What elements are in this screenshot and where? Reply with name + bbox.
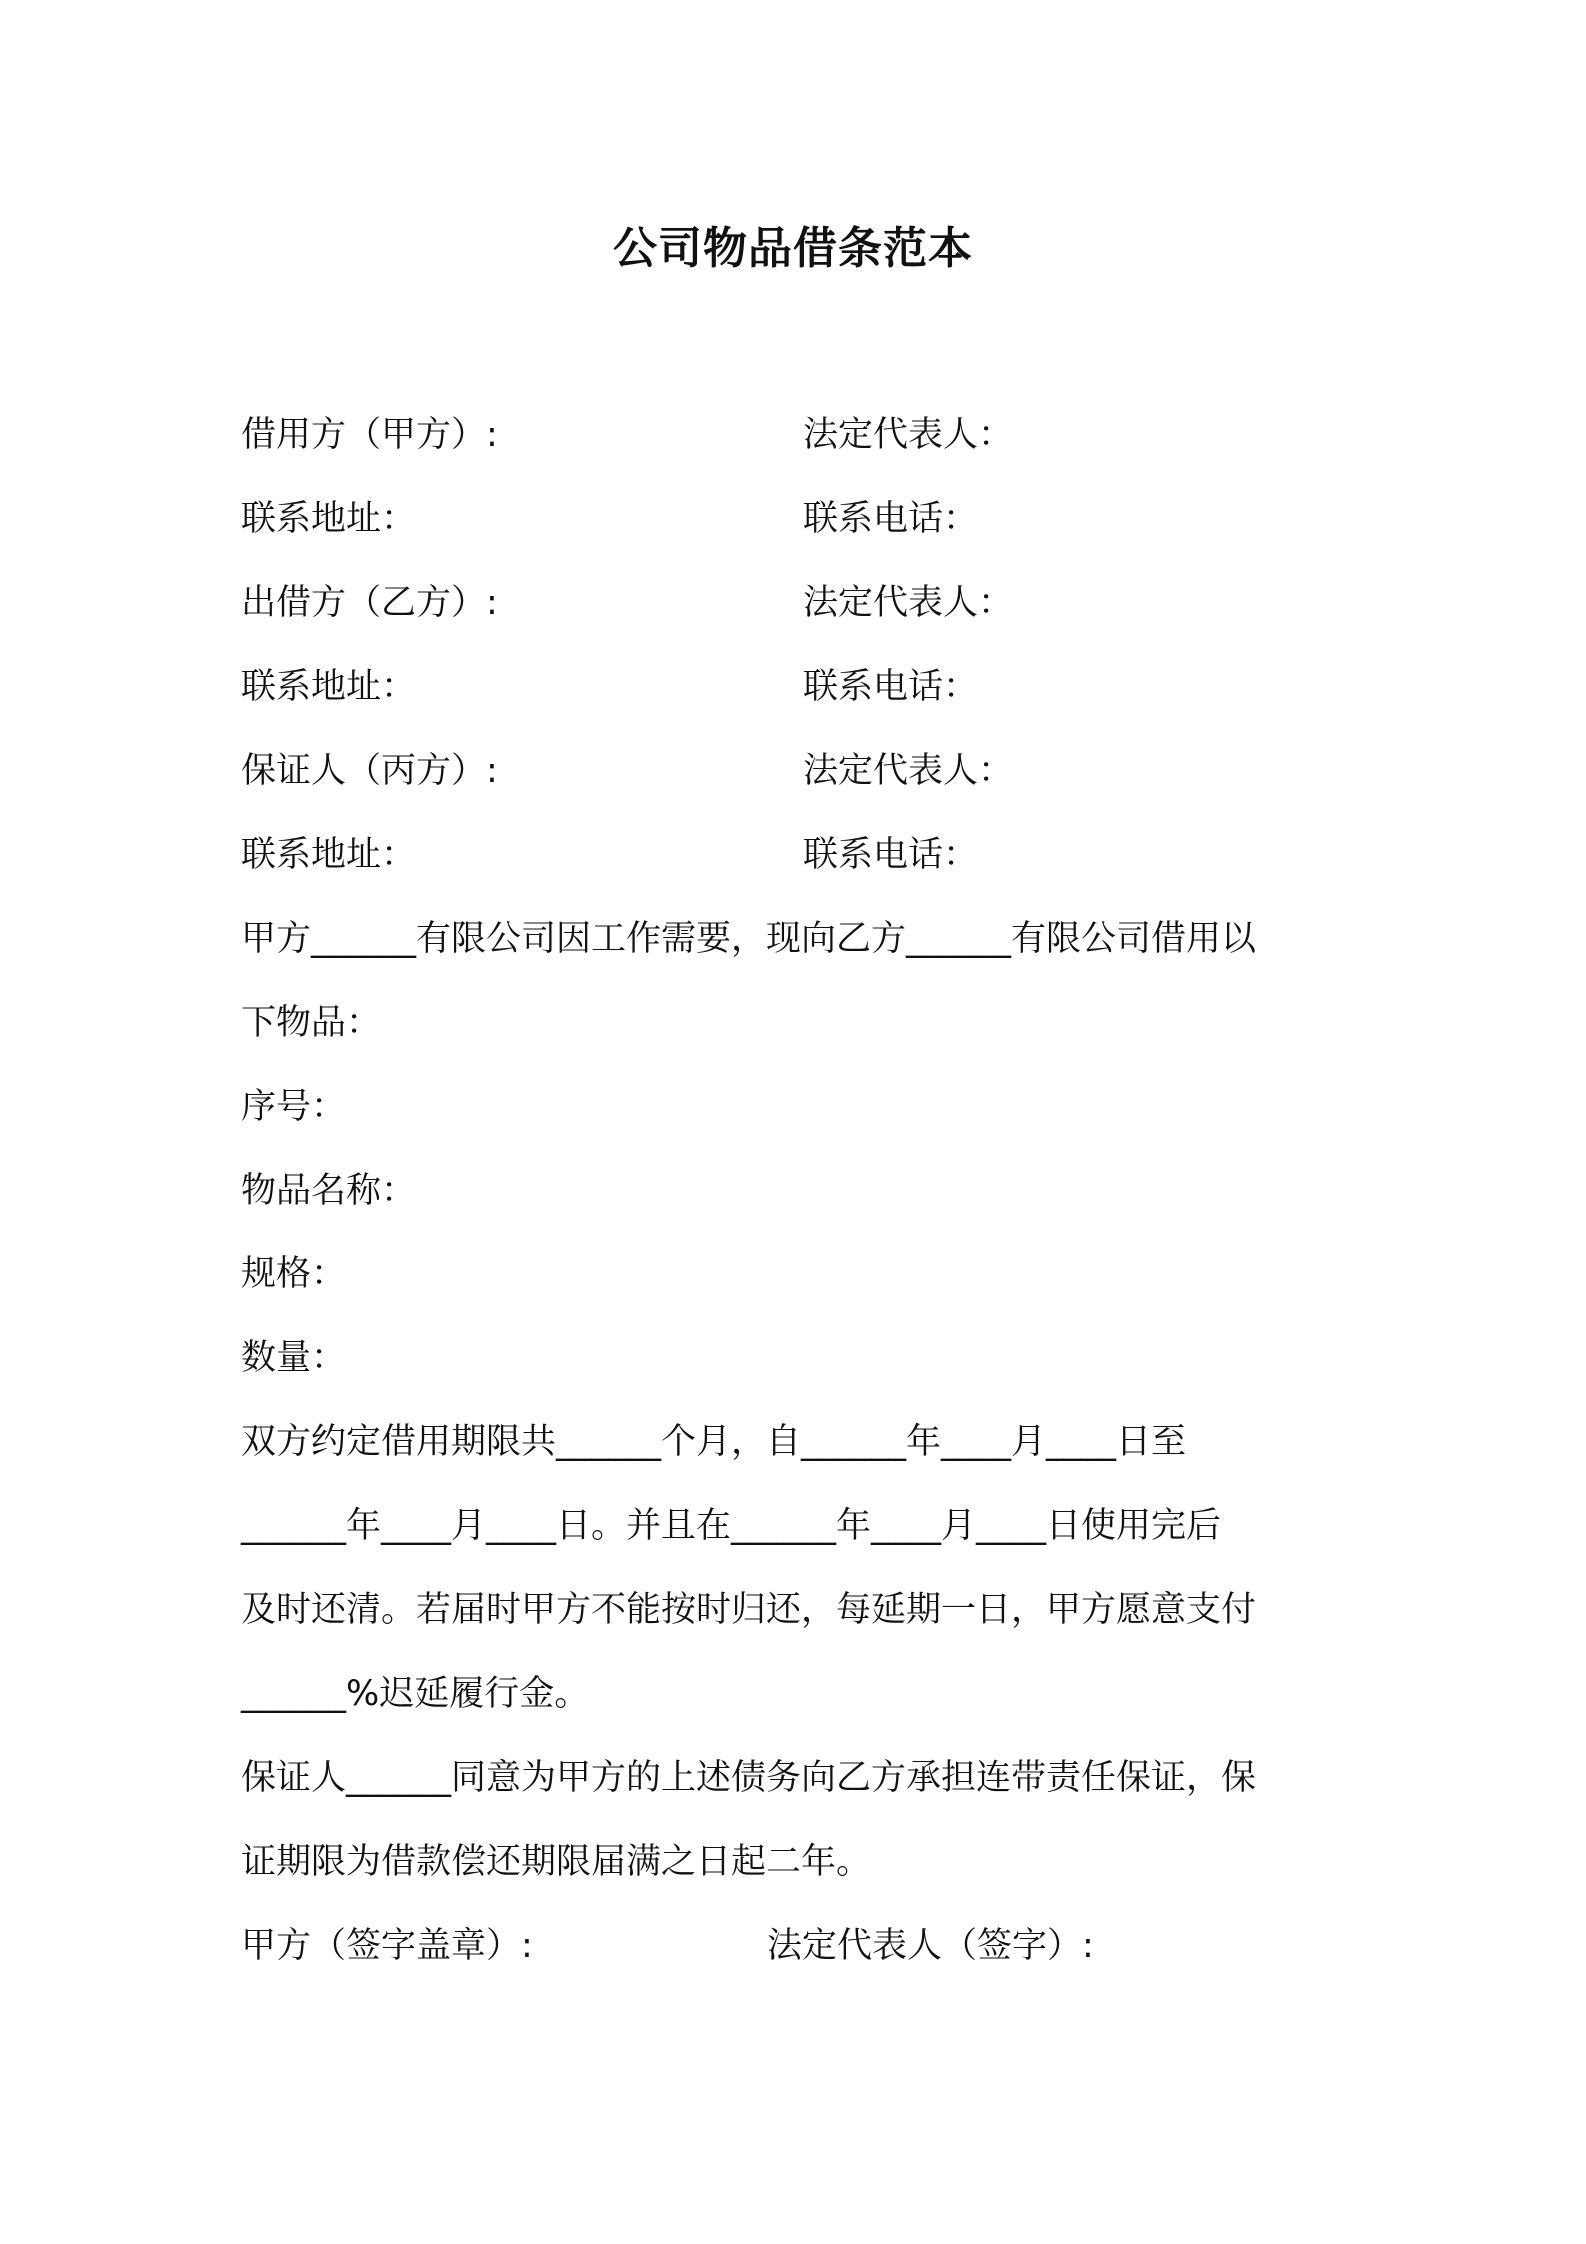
signature-rep-label: 法定代表人（签字）: — [767, 1926, 1094, 1966]
item-qty-label: 数量： — [241, 1338, 347, 1378]
guarantor-rep-label: 法定代表人： — [803, 751, 1014, 791]
party-b-rep-label: 法定代表人： — [803, 583, 1014, 623]
guarantor-label: 保证人（丙方）: — [241, 751, 498, 791]
item-serial-label: 序号： — [241, 1087, 347, 1127]
party-a-address-label: 联系地址： — [241, 499, 417, 539]
party-b-label: 出借方（乙方）: — [241, 583, 498, 623]
term-line-1: 双方约定借用期限共______个月，自______年____月____日至 — [241, 1422, 1187, 1462]
guarantor-phone-label: 联系电话： — [803, 835, 979, 875]
term-line-2: ______年____月____日。并且在______年____月____日使用完后 — [241, 1506, 1222, 1546]
term-line-4: ______%迟延履行金。 — [241, 1674, 590, 1714]
document-title: 公司物品借条范本 — [613, 223, 973, 274]
party-b-address-label: 联系地址： — [241, 667, 417, 707]
guarantee-line-2: 证期限为借款偿还期限届满之日起二年。 — [241, 1842, 872, 1882]
intro-line-2: 下物品： — [241, 1003, 382, 1043]
guarantee-line-1: 保证人______同意为甲方的上述债务向乙方承担连带责任保证，保 — [241, 1758, 1257, 1798]
intro-line-1: 甲方______有限公司因工作需要，现向乙方______有限公司借用以 — [241, 919, 1257, 959]
guarantor-address-label: 联系地址： — [241, 835, 417, 875]
signature-party-a-label: 甲方（签字盖章）: — [241, 1926, 533, 1966]
party-a-label: 借用方（甲方）: — [241, 415, 498, 455]
party-a-rep-label: 法定代表人： — [803, 415, 1014, 455]
party-b-phone-label: 联系电话： — [803, 667, 979, 707]
item-spec-label: 规格： — [241, 1254, 347, 1294]
party-a-phone-label: 联系电话： — [803, 499, 979, 539]
term-line-3: 及时还清。若届时甲方不能按时归还，每延期一日，甲方愿意支付 — [241, 1590, 1257, 1630]
item-name-label: 物品名称： — [241, 1171, 417, 1211]
